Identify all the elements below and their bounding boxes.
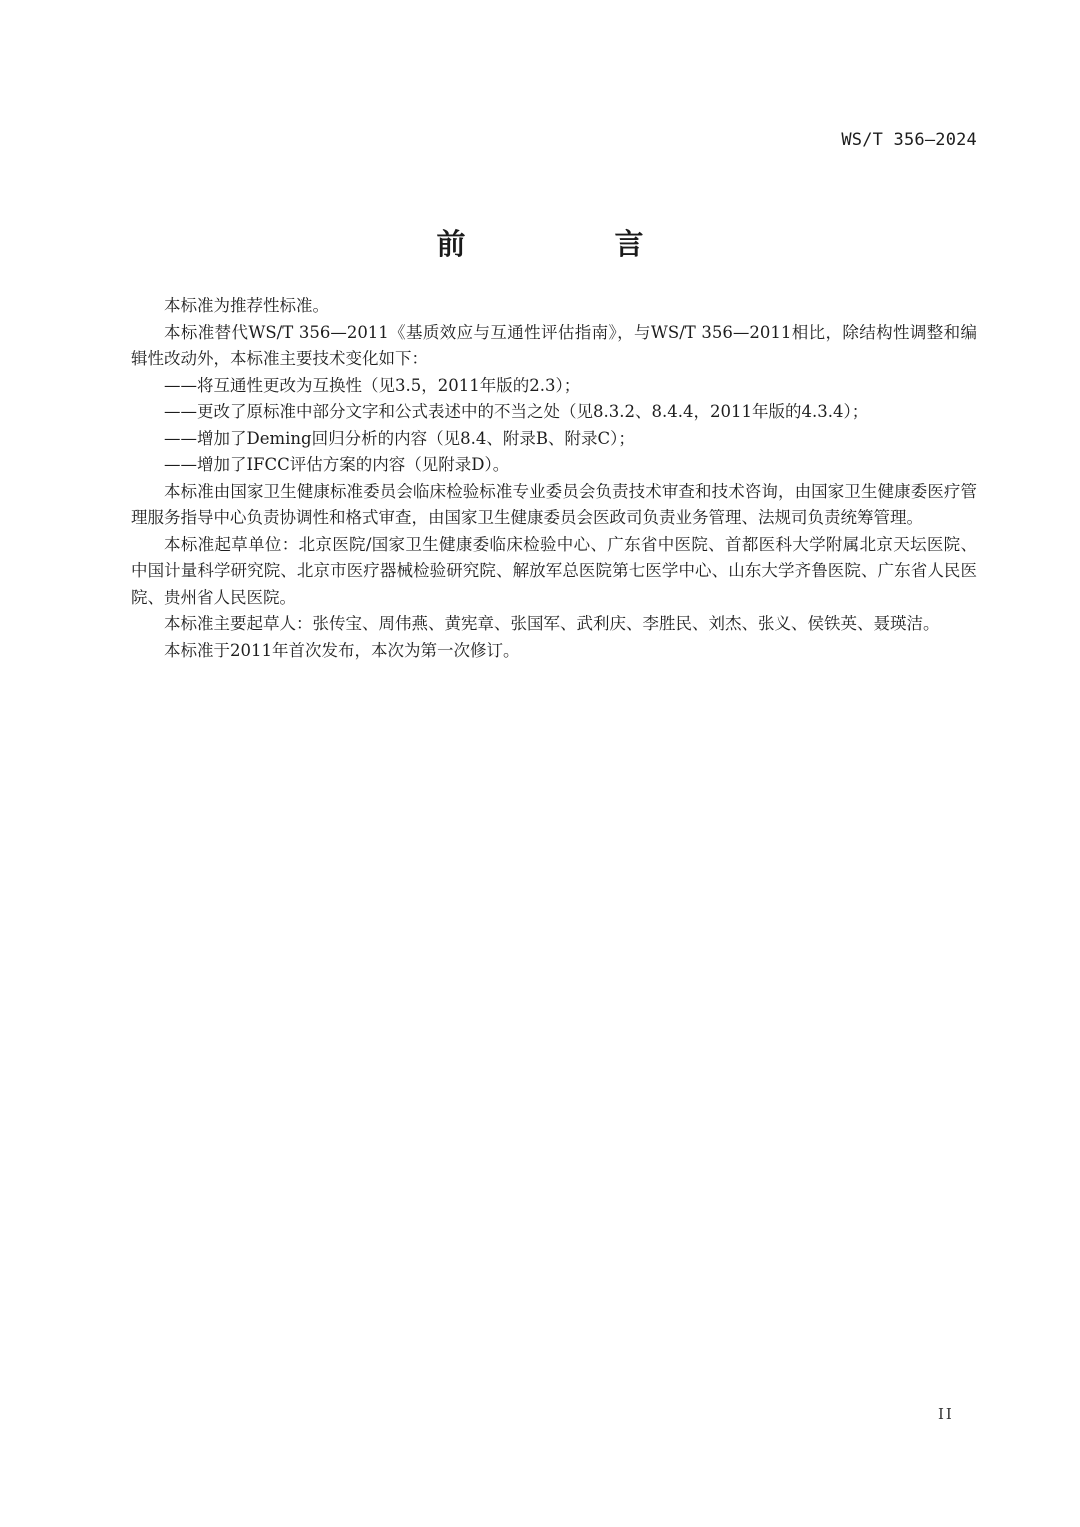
change-item: ——增加了Deming回归分析的内容（见8.4、附录B、附录C）； bbox=[164, 428, 635, 448]
paragraph-drafters: 本标准主要起草人：张传宝、周伟燕、黄宪章、张国军、武利庆、李胜民、刘杰、张义、侯铁英、聂瑛洁。 bbox=[164, 614, 940, 633]
paragraph-publication-history: 本标准于2011年首次发布，本次为第一次修订。 bbox=[164, 640, 520, 660]
change-item: ——将互通性更改为互换性（见3.5，2011年版的2.3）； bbox=[164, 375, 581, 395]
change-item: ——更改了原标准中部分文字和公式表述中的不当之处（见8.3.2、8.4.4，2011年版的4.3.4）； bbox=[164, 402, 869, 421]
paragraph-recommended-standard: 本标准为推荐性标准。 bbox=[164, 296, 329, 315]
page-title: 前 言 bbox=[436, 227, 704, 261]
page-number: II bbox=[938, 1405, 954, 1423]
paragraph-replacement: 本标准替代WS/T 356—2011《基质效应与互通性评估指南》，与WS/T 356—2011相比，除结构性调整和编辑性改动外，本标准主要技术变化如下： bbox=[131, 322, 977, 368]
change-item: ——增加了IFCC评估方案的内容（见附录D）。 bbox=[164, 455, 510, 474]
foreword-body bbox=[131, 293, 977, 664]
paragraph-review-management: 本标准由国家卫生健康标准委员会临床检验标准专业委员会负责技术审查和技术咨询，由国家卫生健康委医疗管理服务指导中心负责协调性和格式审查，由国家卫生健康委员会医政司负责业务管理、法规司负责统筹管理。 bbox=[131, 481, 977, 527]
standard-code: WS/T 356—2024 bbox=[841, 130, 977, 150]
paragraph-drafting-units: 本标准起草单位：北京医院/国家卫生健康委临床检验中心、广东省中医院、首都医科大学附属北京天坛医院、中国计量科学研究院、北京市医疗器械检验研究院、解放军总医院第七医学中心、山东大学齐鲁医院、广东省人民医院、贵州省人民医院。 bbox=[131, 534, 977, 607]
